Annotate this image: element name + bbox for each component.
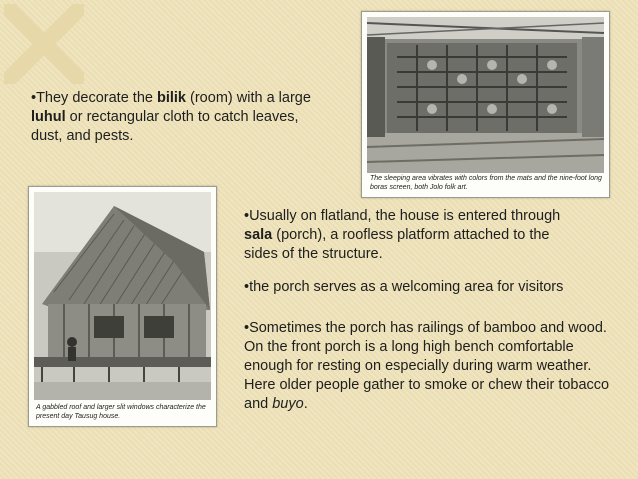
tausug-house-image [34,192,211,400]
sleeping-area-photo [361,11,610,198]
sleeping-area-image [367,17,604,173]
tausug-house-photo [28,186,217,427]
decorative-x-mark [4,4,84,84]
term-luhul: luhul [31,109,66,125]
bullet-sala-entry: •Usually on flatland, the house is entered through sala (porch), a roofless platform attached to the sides of the structure. [244,208,561,262]
term-buyo: buyo [272,396,304,412]
bullet-porch-railings: •Sometimes the porch has railings of bamboo and wood. On the front porch is a long high bench comfortable enough for resting on especially during warm weather. Here older people gather to smoke or chew their tobacco and buyo. [244,320,610,412]
term-bilik: bilik [156,90,186,106]
tausug-house-caption: A gabbled roof and larger slit windows characterize the present day Tausug house. [36,404,206,420]
bullet-bilik-decoration: •They decorate the bilik (room) with a large luhul or rectangular cloth to catch leaves, dust, and pests. [31,90,311,144]
sleeping-area-caption: The sleeping area vibrates with colors from the mats and the nine-foot long boras screen, both Jolo folk art. [370,175,602,191]
term-sala: sala [244,227,273,243]
bullet-porch-welcome: •the porch serves as a welcoming area for visitors [244,279,564,295]
